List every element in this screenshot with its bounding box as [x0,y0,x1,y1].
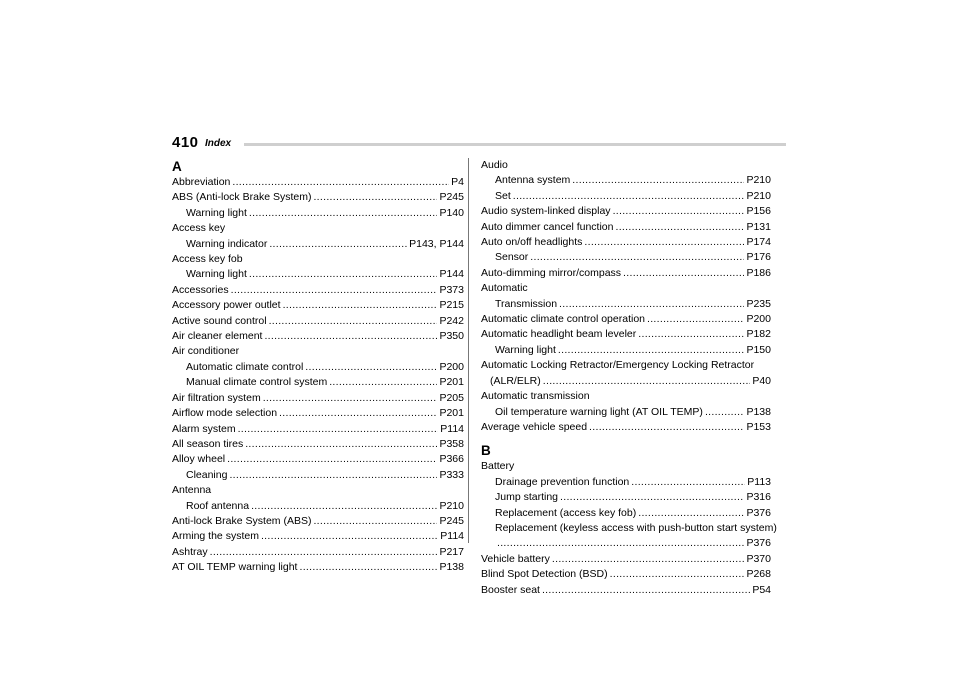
index-entry [172,360,464,375]
entry-page-ref[interactable]: P235 [746,297,771,310]
index-entry [481,552,771,567]
index-entry [481,536,771,551]
entry-page-ref[interactable]: P333 [439,468,464,481]
index-heading: Replacement (keyless access with push-button start system) [495,521,777,534]
dot-leader [638,327,744,342]
index-entry [481,173,771,188]
page-header [172,132,786,154]
dot-leader [299,560,437,575]
header-title: Index [205,138,232,149]
dot-leader [623,266,744,281]
entry-term: Arming the system [172,530,259,543]
entry-page-ref[interactable]: P176 [746,251,771,264]
entry-term: All season tires [172,437,244,450]
entry-page-ref[interactable]: P373 [439,283,464,296]
dot-leader [261,529,438,544]
dot-leader [705,405,745,420]
dot-leader [227,452,437,467]
entry-term: Sensor [495,251,529,264]
index-entry [481,343,771,358]
dot-leader [279,406,437,421]
index-entry [172,237,464,252]
index-entry [481,490,771,505]
entry-page-ref[interactable]: P217 [439,545,464,558]
entry-term: AT OIL TEMP warning light [172,561,298,574]
entry-page-ref[interactable]: P350 [439,330,464,343]
index-entry [172,499,464,514]
entry-term: Airflow mode selection [172,407,278,420]
entry-term: Manual climate control system [186,376,328,389]
entry-page-ref[interactable]: P143, P144 [409,237,464,250]
section-letter-a: A [172,159,182,174]
entry-term: Alloy wheel [172,453,226,466]
index-entry [172,391,464,406]
entry-term: Warning indicator [186,237,268,250]
entry-page-ref[interactable]: P370 [746,552,771,565]
dot-leader [313,514,437,529]
entry-term: Vehicle battery [481,552,550,565]
index-entry [481,297,771,312]
dot-leader [552,552,745,567]
index-entry [172,329,464,344]
dot-leader [245,437,437,452]
dot-leader [238,422,439,437]
dot-leader [231,283,438,298]
entry-term: Set [495,189,511,202]
entry-page-ref[interactable]: P376 [746,537,771,550]
section-letter-b: B [481,443,491,459]
index-entry [481,266,771,281]
entry-term: Replacement (access key fob) [495,506,637,519]
entry-page-ref[interactable]: P210 [746,189,771,202]
entry-term: Cleaning [186,468,228,481]
entry-page-ref[interactable]: P210 [439,499,464,512]
dot-leader [560,490,744,505]
entry-page-ref[interactable]: P182 [746,328,771,341]
dot-leader [638,506,744,521]
entry-term: Blind Spot Detection (BSD) [481,568,608,581]
entry-page-ref[interactable]: P200 [439,360,464,373]
entry-term: Warning light [495,343,556,356]
index-entry [172,267,464,282]
dot-leader [558,343,745,358]
index-heading: Access key [172,222,226,235]
index-group-a-continued [481,158,771,435]
index-entry [481,405,771,420]
index-entry [172,452,464,467]
index-entry [172,437,464,452]
dot-leader [232,175,449,190]
entry-page-ref[interactable]: P200 [746,313,771,326]
dot-leader [249,206,438,221]
entry-page-ref[interactable]: P316 [746,491,771,504]
dot-leader [589,420,744,435]
index-entry [481,220,771,235]
dot-leader [559,297,744,312]
index-entry [172,545,464,560]
dot-leader [513,189,745,204]
index-entry [172,529,464,544]
entry-page-ref[interactable]: P114 [440,530,464,543]
entry-page-ref[interactable]: P153 [746,420,771,433]
index-entry [172,283,464,298]
entry-page-ref[interactable]: P376 [746,506,771,519]
dot-leader [251,499,437,514]
index-heading: Antenna [172,484,212,497]
entry-page-ref[interactable]: P144 [439,268,464,281]
entry-term: Jump starting [495,491,559,504]
dot-leader [543,374,751,389]
dot-leader [263,391,438,406]
index-heading: Air conditioner [172,345,240,358]
dot-leader [615,220,744,235]
index-entry [481,327,771,342]
entry-page-ref[interactable]: P358 [439,437,464,450]
index-entry [481,567,771,582]
index-entry [172,406,464,421]
dot-leader [542,583,750,598]
dot-leader [572,173,744,188]
entry-page-ref[interactable]: P245 [439,514,464,527]
dot-leader [229,468,437,483]
index-entry [172,314,464,329]
index-heading: Battery [481,460,515,473]
entry-page-ref[interactable]: P268 [746,568,771,581]
entry-term: Automatic climate control operation [481,313,645,326]
index-group-b [481,459,777,598]
entry-term: Warning light [186,206,247,219]
index-entry [481,583,771,598]
entry-page-ref[interactable]: P140 [439,206,464,219]
page-number: 410 [172,134,199,151]
dot-leader [269,314,438,329]
index-column-left [172,158,464,576]
dot-leader [249,267,438,282]
entry-term: Alarm system [172,422,236,435]
entry-page-ref[interactable]: P201 [439,376,464,389]
entry-term: Auto on/off headlights [481,236,583,249]
dot-leader [584,235,744,250]
index-entry [172,514,464,529]
column-divider [468,158,469,543]
entry-term: Air filtration system [172,391,261,404]
dot-leader [647,312,744,327]
entry-term: ABS (Anti-lock Brake System) [172,191,312,204]
entry-term: Average vehicle speed [481,420,588,433]
index-entry [481,250,771,265]
index-heading: Access key fob [172,253,243,266]
dot-leader [313,190,437,205]
entry-term: (ALR/ELR) [490,374,541,387]
index-entry [481,475,771,490]
index-heading: Automatic transmission [481,390,590,403]
entry-page-ref[interactable]: P114 [440,422,464,435]
index-entry [481,312,771,327]
entry-term: Anti-lock Brake System (ABS) [172,514,312,527]
entry-page-ref[interactable]: P242 [439,314,464,327]
index-entry [481,235,771,250]
index-entry [172,560,464,575]
index-entry [481,189,771,204]
index-heading: Automatic Locking Retractor/Emergency Locking Retractor [481,359,755,372]
entry-page-ref[interactable]: P4 [451,176,464,188]
dot-leader [305,360,437,375]
index-entry [172,206,464,221]
entry-page-ref[interactable]: P245 [439,191,464,204]
index-heading: Audio [481,159,508,171]
dot-leader [329,375,437,390]
index-entry [172,468,464,483]
entry-term: Active sound control [172,314,267,327]
entry-term: Abbreviation [172,176,231,188]
index-entry [481,204,771,219]
entry-page-ref[interactable]: P366 [439,453,464,466]
entry-term: Oil temperature warning light (AT OIL TEMP) [495,405,703,418]
entry-page-ref[interactable]: P205 [439,391,464,404]
index-entry [172,422,464,437]
entry-page-ref[interactable]: P150 [746,343,771,356]
entry-page-ref[interactable]: P156 [746,205,771,218]
entry-term: Roof antenna [186,499,250,512]
entry-term: Auto dimmer cancel function [481,220,614,233]
dot-leader [264,329,437,344]
dot-leader [283,298,438,313]
entry-page-ref[interactable]: P138 [439,561,464,574]
entry-term: Transmission [495,297,558,310]
entry-page-ref[interactable]: P186 [746,266,771,279]
entry-page-ref[interactable]: P131 [746,220,771,233]
index-entry [481,374,771,389]
entry-page-ref[interactable]: P138 [746,405,771,418]
entry-term: Audio system-linked display [481,205,611,218]
index-entry [172,298,464,313]
dot-leader [497,536,744,551]
entry-page-ref[interactable]: P40 [752,374,771,387]
entry-term: Drainage prevention function [495,475,630,488]
entry-term: Automatic climate control [186,360,304,373]
entry-term: Air cleaner element [172,330,263,343]
index-entry [172,375,464,390]
entry-term: Booster seat [481,583,540,596]
index-entry [172,190,464,205]
entry-term: Ashtray [172,545,208,558]
dot-leader [610,567,745,582]
entry-page-ref[interactable]: P113 [747,475,771,488]
index-entry [481,420,771,435]
entry-term: Warning light [186,268,247,281]
index-entry [481,506,771,521]
index-heading: Automatic [481,282,528,295]
entry-term: Antenna system [495,174,571,187]
index-column-right [481,158,777,598]
dot-leader [530,250,744,265]
entry-term: Accessories [172,283,229,296]
header-rule [244,143,786,146]
entry-page-ref[interactable]: P210 [746,174,771,187]
entry-term: Accessory power outlet [172,299,281,312]
entry-term: Auto-dimming mirror/compass [481,266,622,279]
entry-page-ref[interactable]: P201 [439,407,464,420]
dot-leader [210,545,438,560]
entry-page-ref[interactable]: P54 [752,583,771,596]
dot-leader [631,475,745,490]
index-entry [172,175,464,190]
dot-leader [613,204,745,219]
entry-page-ref[interactable]: P174 [746,236,771,249]
entry-term: Automatic headlight beam leveler [481,328,637,341]
dot-leader [269,237,407,252]
entry-page-ref[interactable]: P215 [439,299,464,312]
